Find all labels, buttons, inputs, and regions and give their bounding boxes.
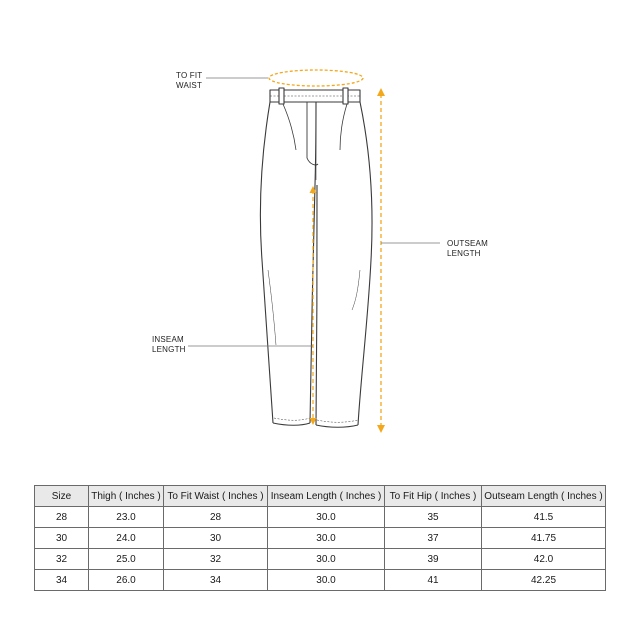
header-size: Size — [35, 486, 89, 507]
size-chart-table — [34, 485, 606, 591]
inseam-guide — [188, 186, 317, 425]
waist-guide-ellipse — [269, 70, 363, 86]
cell-size: 28 — [35, 507, 89, 528]
cell-inseam: 30.0 — [268, 570, 385, 591]
cell-thigh: 25.0 — [89, 549, 164, 570]
cell-thigh: 26.0 — [89, 570, 164, 591]
trouser-outline — [260, 88, 372, 427]
header-hip: To Fit Hip ( Inches ) — [385, 486, 482, 507]
cell-hip: 35 — [385, 507, 482, 528]
cell-outseam: 41.75 — [482, 528, 606, 549]
cell-thigh: 24.0 — [89, 528, 164, 549]
header-waist: To Fit Waist ( Inches ) — [164, 486, 268, 507]
inseam-label: INSEAM LENGTH — [152, 335, 186, 354]
cell-outseam: 42.25 — [482, 570, 606, 591]
cell-thigh: 23.0 — [89, 507, 164, 528]
header-outseam: Outseam Length ( Inches ) — [482, 486, 606, 507]
header-inseam: Inseam Length ( Inches ) — [268, 486, 385, 507]
cell-size: 32 — [35, 549, 89, 570]
waist-label: TO FIT WAIST — [176, 71, 203, 90]
cell-hip: 37 — [385, 528, 482, 549]
table-row — [35, 570, 606, 591]
table-row — [35, 528, 606, 549]
cell-waist: 32 — [164, 549, 268, 570]
cell-inseam: 30.0 — [268, 549, 385, 570]
cell-hip: 41 — [385, 570, 482, 591]
cell-hip: 39 — [385, 549, 482, 570]
outseam-guide — [377, 88, 440, 433]
cell-waist: 28 — [164, 507, 268, 528]
table-row — [35, 507, 606, 528]
cell-size: 30 — [35, 528, 89, 549]
table-row — [35, 549, 606, 570]
cell-inseam: 30.0 — [268, 528, 385, 549]
cell-waist: 34 — [164, 570, 268, 591]
cell-size: 34 — [35, 570, 89, 591]
outseam-label: OUTSEAM LENGTH — [447, 239, 488, 258]
header-thigh: Thigh ( Inches ) — [89, 486, 164, 507]
cell-outseam: 42.0 — [482, 549, 606, 570]
cell-outseam: 41.5 — [482, 507, 606, 528]
cell-inseam: 30.0 — [268, 507, 385, 528]
table-header-row — [35, 486, 606, 507]
cell-waist: 30 — [164, 528, 268, 549]
